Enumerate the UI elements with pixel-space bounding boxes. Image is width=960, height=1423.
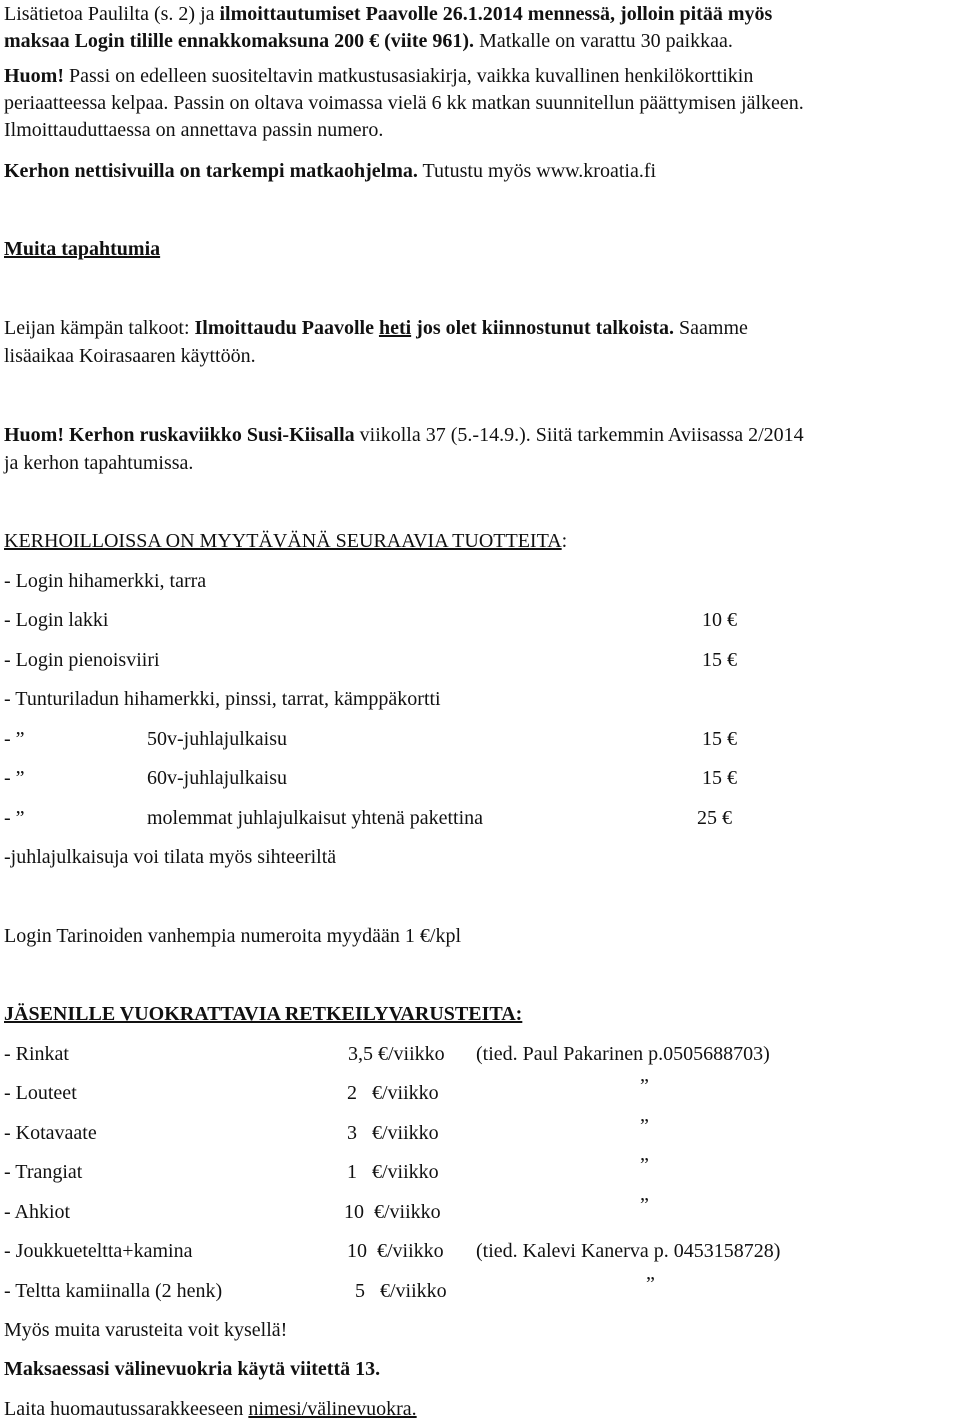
product-row: - Login pienoisviiri <box>4 649 160 671</box>
rental-contact: ” <box>640 1115 649 1137</box>
rentals-more: Myös muita varusteita voit kysellä! <box>4 1319 288 1341</box>
events-paragraph-2-line-1: Huom! Kerhon ruskaviikko Susi-Kiisalla viikolla 37 (5.-14.9.). Siitä tarkemmin Aviisassa 2/2014 <box>4 424 804 446</box>
products-heading: KERHOILLOISSA ON MYYTÄVÄNÄ SEURAAVIA TUOTTEITA: <box>4 530 568 552</box>
product-row: - ” <box>4 807 25 829</box>
product-name: 50v-juhlajulkaisu <box>147 728 287 750</box>
rental-price: 1 €/viikko <box>347 1161 439 1183</box>
product-row: - Login hihamerkki, tarra <box>4 570 207 592</box>
tarinat-line: Login Tarinoiden vanhempia numeroita myydään 1 €/kpl <box>4 925 462 947</box>
events-paragraph-2-line-2: ja kerhon tapahtumissa. <box>4 452 194 474</box>
rental-name: - Teltta kamiinalla (2 henk) <box>4 1280 223 1302</box>
rental-name: - Joukkueteltta+kamina <box>4 1240 193 1262</box>
rental-contact: ” <box>646 1273 655 1295</box>
product-price: 15 € <box>702 767 737 789</box>
rental-name: - Rinkat <box>4 1043 69 1065</box>
rental-contact: ” <box>640 1154 649 1176</box>
rental-price: 3 €/viikko <box>347 1122 439 1144</box>
intro-line-4: periaatteessa kelpaa. Passin on oltava voimassa vielä 6 kk matkan suunnitellun päättymisen jälkeen. <box>4 92 804 114</box>
product-row: - ” <box>4 767 25 789</box>
rentals-reference: Maksaessasi välinevuokria käytä viitettä 13. <box>4 1358 381 1380</box>
product-price: 25 € <box>697 807 732 829</box>
product-row: - Login lakki <box>4 609 109 631</box>
product-name: 60v-juhlajulkaisu <box>147 767 287 789</box>
product-price: 10 € <box>702 609 737 631</box>
product-price: 15 € <box>702 649 737 671</box>
product-name: molemmat juhlajulkaisut yhtenä pakettina <box>147 807 484 829</box>
rental-price: 5 €/viikko <box>355 1280 447 1302</box>
rentals-note: Laita huomautussarakkeeseen nimesi/välinevuokra. <box>4 1398 417 1420</box>
rental-contact: (tied. Paul Pakarinen p.0505688703) <box>476 1043 770 1065</box>
rental-price: 10 €/viikko <box>344 1201 441 1223</box>
events-heading: Muita tapahtumia <box>4 238 161 260</box>
rental-price: 3,5 €/viikko <box>348 1043 445 1065</box>
intro-line-3: Huom! Passi on edelleen suositeltavin matkustusasiakirja, vaikka kuvallinen henkilökorttikin <box>4 65 754 87</box>
rental-name: - Ahkiot <box>4 1201 71 1223</box>
intro-line-2: maksaa Login tilille ennakkomaksuna 200 € (viite 961). Matkalle on varattu 30 paikkaa. <box>4 30 733 52</box>
intro-line-1: Lisätietoa Paulilta (s. 2) ja ilmoittautumiset Paavolle 26.1.2014 mennessä, jolloin pitää myös <box>4 3 773 25</box>
rental-contact: (tied. Kalevi Kanerva p. 0453158728) <box>476 1240 781 1262</box>
rental-name: - Trangiat <box>4 1161 83 1183</box>
rental-price: 2 €/viikko <box>347 1082 439 1104</box>
rental-contact: ” <box>640 1075 649 1097</box>
rental-name: - Kotavaate <box>4 1122 97 1144</box>
intro-line-5: Ilmoittauduttaessa on annettava passin numero. <box>4 119 384 141</box>
intro-line-6: Kerhon nettisivuilla on tarkempi matkaohjelma. Tutustu myös www.kroatia.fi <box>4 160 657 182</box>
events-paragraph-1-line-1: Leijan kämpän talkoot: Ilmoittaudu Paavolle heti jos olet kiinnostunut talkoista. Saamme <box>4 317 748 339</box>
events-paragraph-1-line-2: lisäaikaa Koirasaaren käyttöön. <box>4 345 256 367</box>
rental-name: - Louteet <box>4 1082 77 1104</box>
product-price: 15 € <box>702 728 737 750</box>
rental-price: 10 €/viikko <box>347 1240 444 1262</box>
rental-contact: ” <box>640 1194 649 1216</box>
rentals-heading: JÄSENILLE VUOKRATTAVIA RETKEILYVARUSTEITA: <box>4 1003 523 1025</box>
products-note: -juhlajulkaisuja voi tilata myös sihteeriltä <box>4 846 337 868</box>
product-row: - ” <box>4 728 25 750</box>
product-row: - Tunturiladun hihamerkki, pinssi, tarrat, kämppäkortti <box>4 688 441 710</box>
